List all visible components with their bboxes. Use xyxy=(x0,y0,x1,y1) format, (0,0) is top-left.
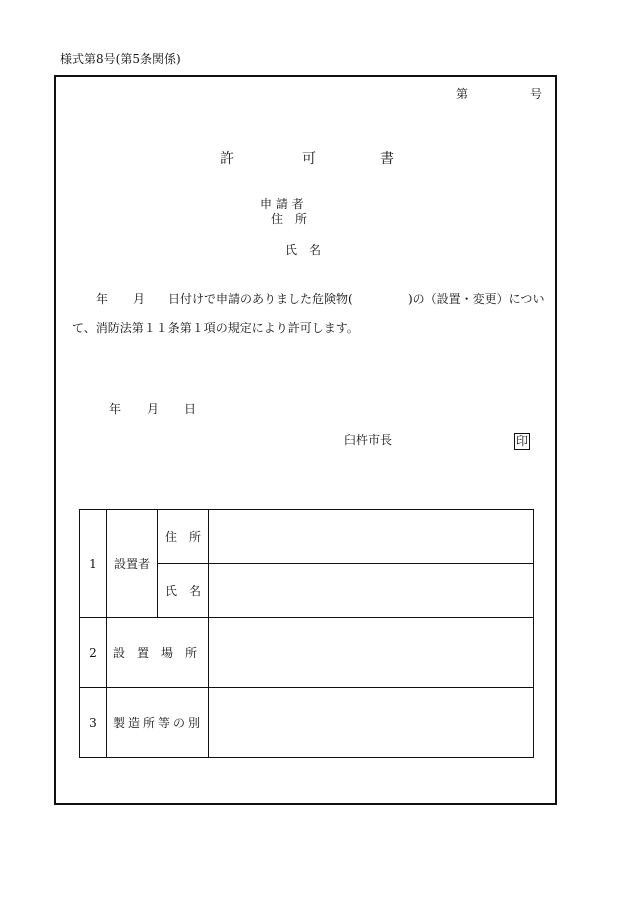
issue-date-year: 年 xyxy=(109,402,122,416)
title-char-1: 許 xyxy=(220,151,234,167)
issue-date-day: 日 xyxy=(184,402,197,416)
row-1-address-label: 住 所 xyxy=(158,510,209,564)
issue-date-month: 月 xyxy=(147,402,160,416)
issuer-title: 臼杵市長 xyxy=(344,433,393,447)
row-2-number: 2 xyxy=(80,618,107,688)
installation-table xyxy=(79,509,534,758)
row-3-value[interactable] xyxy=(209,688,534,758)
row-1-name-label: 氏 名 xyxy=(158,564,209,618)
row-3-label: 製造所等の別 xyxy=(107,688,209,758)
row-1-label: 設置者 xyxy=(107,510,158,618)
title-char-2: 可 xyxy=(302,151,316,167)
permit-number-prefix: 第 xyxy=(456,87,469,101)
body-text-2: )の（設置・変更）につい xyxy=(408,292,545,306)
row-2-label: 設 置 場 所 xyxy=(107,618,209,688)
table-row xyxy=(80,688,534,758)
applicant-name-label: 氏 名 xyxy=(285,243,322,257)
title-char-3: 書 xyxy=(380,151,394,167)
row-1-number: 1 xyxy=(80,510,107,618)
row-3-number: 3 xyxy=(80,688,107,758)
permit-number-suffix: 号 xyxy=(530,87,543,101)
document-title xyxy=(0,148,630,168)
row-1-name-value[interactable] xyxy=(209,564,534,618)
body-text-1: 日付けで申請のありました危険物( xyxy=(168,292,353,306)
row-1-address-value[interactable] xyxy=(209,510,534,564)
seal-mark: 印 xyxy=(516,434,529,448)
applicant-label: 申 請 者 xyxy=(260,197,304,211)
table-row xyxy=(80,510,534,564)
row-2-value[interactable] xyxy=(209,618,534,688)
form-number-label: 様式第8号(第5条関係) xyxy=(60,52,181,66)
applicant-address-label: 住 所 xyxy=(271,212,308,226)
body-text-3: て、消防法第１１条第１項の規定により許可します。 xyxy=(72,321,359,335)
table-row xyxy=(80,618,534,688)
body-month: 月 xyxy=(133,292,146,306)
body-year: 年 xyxy=(96,292,109,306)
